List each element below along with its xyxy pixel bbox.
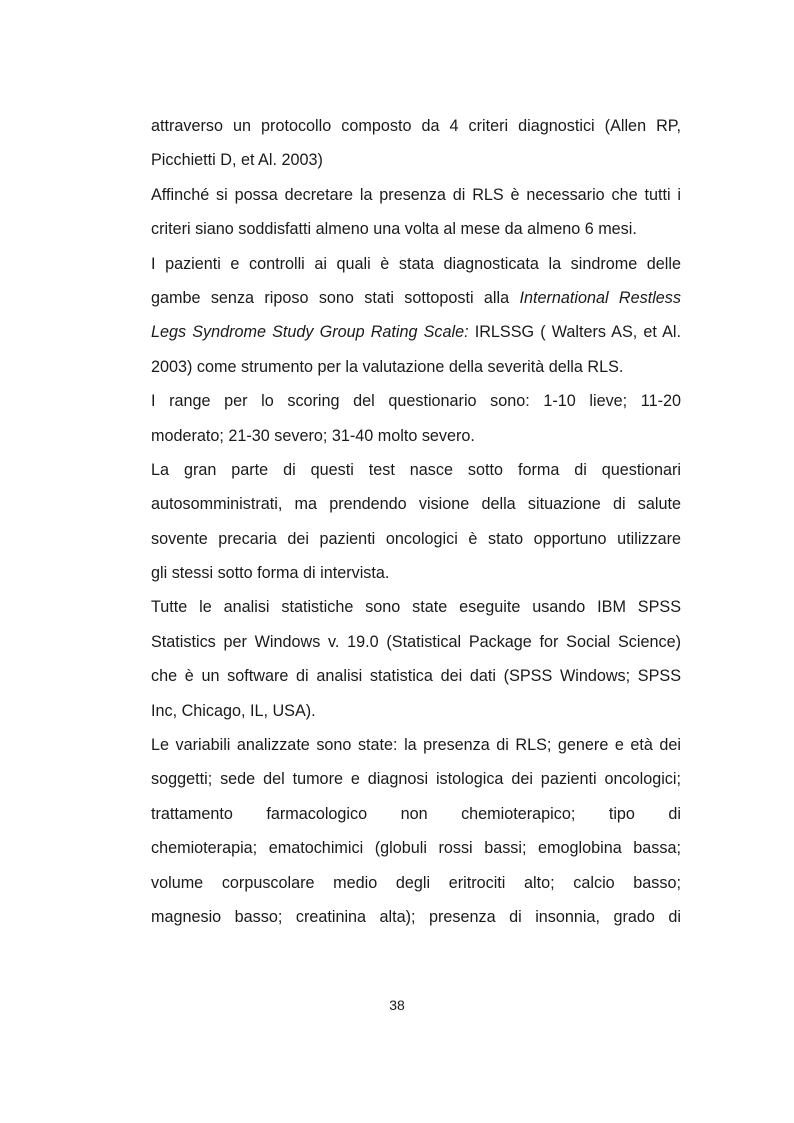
body-text: [151, 109, 681, 934]
text-line: La gran parte di questi test nasce sotto forma di questionari: [151, 460, 681, 479]
text-line: Inc, Chicago, IL, USA).: [151, 701, 316, 720]
text-line: chemioterapia; ematochimici (globuli rossi bassi; emoglobina bassa;: [151, 839, 681, 858]
text-line: [151, 315, 681, 349]
text-line: I range per lo scoring del questionario sono: 1-10 lieve; 11-20: [151, 392, 681, 411]
text-line: [151, 281, 681, 315]
text-line: attraverso un protocollo composto da 4 criteri diagnostici (Allen RP,: [151, 117, 681, 135]
paragraph-scoring-ranges: [151, 384, 681, 453]
text-line: volume corpuscolare medio degli eritrociti alto; calcio basso;: [151, 873, 681, 892]
paragraph-statistics: [151, 590, 681, 728]
text-line: Statistics per Windows v. 19.0 (Statistical Package for Social Science): [151, 632, 681, 651]
text-segment: gambe senza riposo sono stati sottoposti alla: [151, 288, 520, 307]
text-line: autosomministrati, ma prendendo visione della situazione di salute: [151, 495, 681, 514]
text-segment: IRLSSG ( Walters AS, et Al.: [468, 323, 681, 342]
text-line: magnesio basso; creatinina alta); presenza di insonnia, grado di: [151, 907, 681, 926]
text-line: I pazienti e controlli ai quali è stata diagnosticata la sindrome delle: [151, 254, 681, 273]
text-line: gli stessi sotto forma di intervista.: [151, 564, 390, 583]
text-line: trattamento farmacologico non chemioterapico; tipo di: [151, 804, 681, 823]
text-line: Picchietti D, et Al. 2003): [151, 151, 323, 170]
paragraph-irlssg: [151, 247, 681, 385]
text-line: che è un software di analisi statistica dei dati (SPSS Windows; SPSS: [151, 667, 681, 686]
paragraph-protocol: [151, 109, 681, 178]
text-line: Le variabili analizzate sono state: la presenza di RLS; genere e età dei: [151, 736, 681, 755]
paragraph-questionnaires: [151, 453, 681, 591]
paragraph-variables: [151, 728, 681, 934]
text-line: Affinché si possa decretare la presenza di RLS è necessario che tutti i: [151, 185, 681, 204]
text-line: soggetti; sede del tumore e diagnosi istologica dei pazienti oncologici;: [151, 770, 681, 789]
scale-name-italic: International Restless: [519, 288, 681, 307]
paragraph-criteria: [151, 178, 681, 247]
text-line: sovente precaria dei pazienti oncologici è stato opportuno utilizzare: [151, 529, 681, 548]
text-line: Tutte le analisi statistiche sono state eseguite usando IBM SPSS: [151, 598, 681, 617]
text-line: moderato; 21-30 severo; 31-40 molto severo.: [151, 426, 475, 445]
text-line: criteri siano soddisfatti almeno una volta al mese da almeno 6 mesi.: [151, 220, 637, 239]
text-line: 2003) come strumento per la valutazione della severità della RLS.: [151, 357, 624, 376]
page-number: 38: [389, 997, 405, 1013]
scale-name-italic: Legs Syndrome Study Group Rating Scale:: [151, 323, 469, 342]
